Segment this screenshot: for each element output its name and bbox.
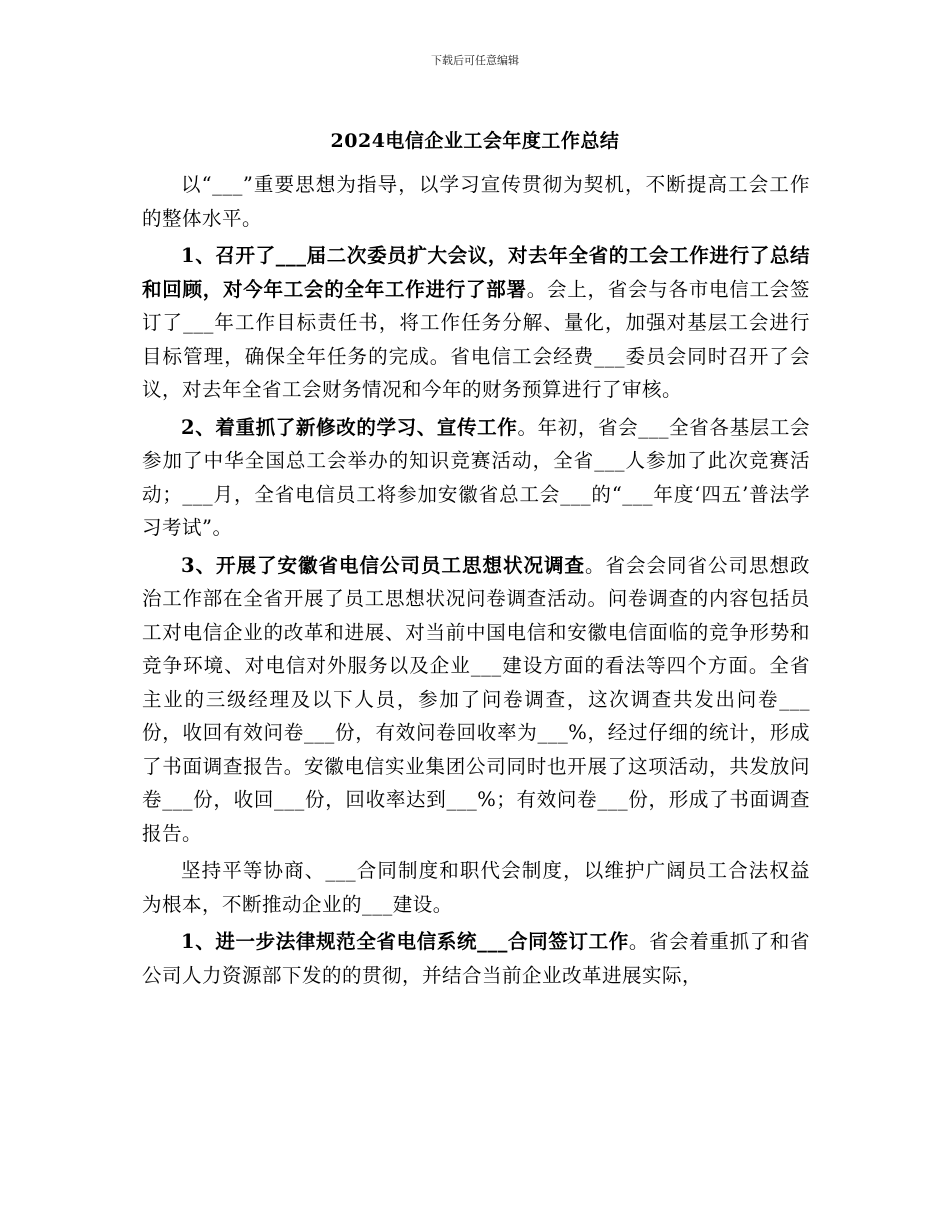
paragraph <box>142 168 810 235</box>
paragraph <box>142 925 810 992</box>
paragraph-heading: 3、开展了安徽省电信公司员工思想状况调查 <box>181 553 586 577</box>
paragraph-text: 。会上，省会与各市电信工会签订了___年工作目标责任书，将工作任务分解、量化，加强对基层工会进行目标管理，确保全年任务的完成。省电信工会经费___委员会同时召开了会议，对去年全省工会财务情况和今年的财务预算进行了审核。 <box>142 277 810 401</box>
paragraph-text: 以“___”重要思想为指导，以学习宣传贯彻为契机，不断提高工会工作的整体水平。 <box>142 173 810 230</box>
paragraph-text: 坚持平等协商、___合同制度和职代会制度，以维护广阔员工合法权益为根本，不断推动企业的___建设。 <box>142 859 810 916</box>
paragraph-heading: 1、召开了___届二次委员扩大会议，对去年全省的工会工作进行了总结和回顾，对今年工会的全年工作进行了部署 <box>142 244 810 301</box>
paragraph <box>142 239 810 407</box>
paragraph <box>142 411 810 545</box>
paragraph-text: 。省会会同省公司思想政治工作部在全省开展了员工思想状况问卷调查活动。问卷调查的内容包括员工对电信企业的改革和进展、对当前中国电信和安徽电信面临的竞争形势和竞争环境、对电信对外服务以及企业___建设方面的看法等四个方面。全省主业的三级经理及以下人员，参加了问卷调查，这次调查共发出问卷___份，收回有效问卷___份，有效问卷回收率为___%，经过仔细的统计，形成了书面调查报告。安徽电信实业集团公司同时也开展了这项活动，共发放问卷___份，收回___份，回收率达到___%；有效问卷___份，形成了书面调查报告。 <box>142 553 810 845</box>
paragraph-text: 。年初，省会___全省各基层工会参加了中华全国总工会举办的知识竞赛活动，全省___人参加了此次竞赛活动；___月，全省电信员工将参加安徽省总工会___的“___年度‘四五’普法学习考试”。 <box>142 415 810 539</box>
paragraph <box>142 549 810 851</box>
paragraph-text: 。省会着重抓了和省公司人力资源部下发的的贯彻，并结合当前企业改革进展实际， <box>142 930 810 987</box>
document-title: 2024电信企业工会年度工作总结 <box>330 130 620 152</box>
paragraph <box>142 854 810 921</box>
paragraph-heading: 2、着重抓了新修改的学习、宣传工作 <box>181 415 518 439</box>
page-header: 下载后可任意编辑 <box>431 54 519 67</box>
document-body <box>142 168 810 996</box>
paragraph-heading: 1、进一步法律规范全省电信系统___合同签订工作 <box>181 930 629 953</box>
